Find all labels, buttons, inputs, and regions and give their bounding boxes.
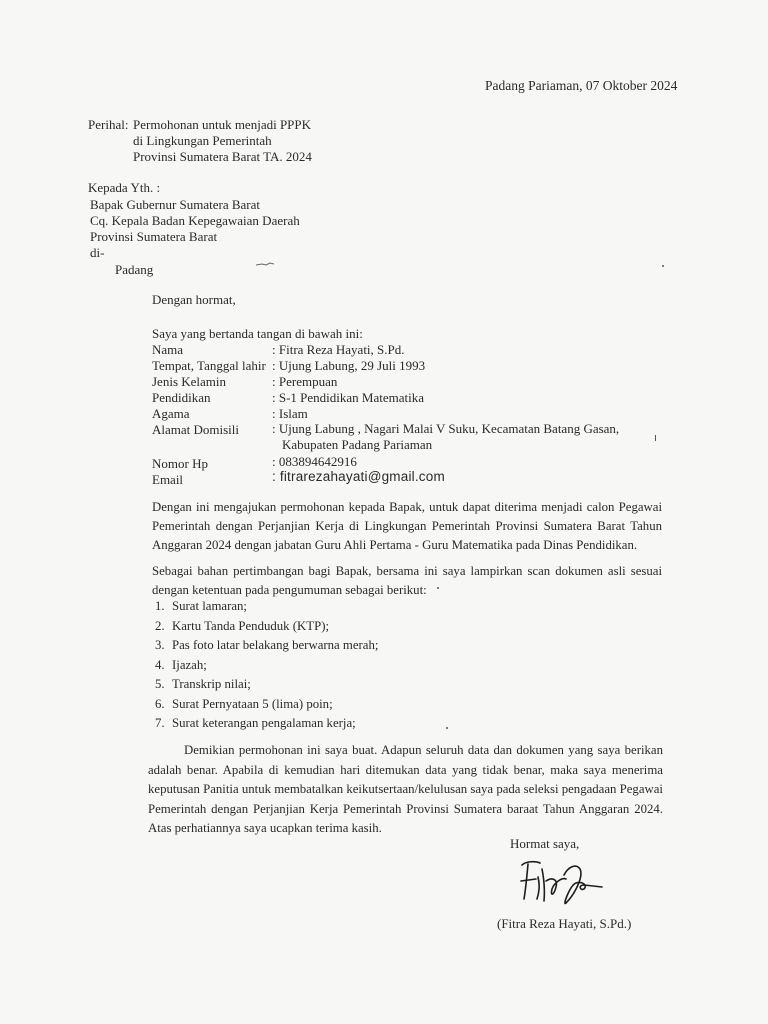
field-value-ttl: : Ujung Labung, 29 Juli 1993 [272,358,426,373]
list-item: 6. Surat Pernyataan 5 (lima) poin; [155,696,333,711]
field-label-phone: Nomor Hp [152,456,208,471]
field-label-email: Email [152,472,184,487]
recipient-line: Provinsi Sumatera Barat [90,229,218,244]
field-value-nama: : Fitra Reza Hayati, S.Pd. [272,342,405,357]
closing-paragraph: Demikian permohonan ini saya buat. Adapun seluruh data dan dokumen yang saya berikan adalah benar. Apabila di kemudian hari ditemukan data yang tidak benar, maka saya menerima keputusan Panitia untuk membatalkan keikutsertaan/kelulusan saya pada seleksi pengadaan Pegawai Pemerintah dengan Perjanjian Kerja Pemerintah Provinsi Sumatera baraat Tahun Anggaran 2024. Atas perhatiannya saya ucapkan terima kasih. [148,743,663,835]
field-label-nama: Nama [152,342,184,357]
field-label-address: Alamat Domisili [152,422,240,437]
perihal-line: Provinsi Sumatera Barat TA. 2024 [133,149,312,164]
field-value-address-cont: Kabupaten Padang Pariaman [282,437,433,452]
scan-speck [662,265,664,267]
sign-off: Hormat saya, [510,836,580,851]
recipient-line: di- [90,245,105,260]
recipient-city: Padang [115,262,154,277]
scan-speck [446,727,448,729]
attachments-intro: Sebagai bahan pertimbangan bagi Bapak, bersama ini saya lampirkan scan dokumen asli sesuai dengan ketentuan pada pengumuman sebagai berikut: [152,564,662,597]
field-label-religion: Agama [152,406,190,421]
perihal-line: di Lingkungan Pemerintah [133,133,272,148]
list-item: 4. Ijazah; [155,657,207,672]
signer-name: (Fitra Reza Hayati, S.Pd.) [497,916,632,931]
greeting: Dengan hormat, [152,292,236,307]
field-value-phone: : 083894642916 [272,454,357,469]
field-value-religion: : Islam [272,406,308,421]
intro-line: Saya yang bertanda tangan di bawah ini: [152,326,363,341]
list-item: 3. Pas foto latar belakang berwarna merah; [155,638,379,652]
field-value-address: : Ujung Labung , Nagari Malai V Suku, Kecamatan Batang Gasan, [272,421,620,436]
ink-scratch [256,262,274,267]
recipient-line: Cq. Kepala Badan Kepegawaian Daerah [90,213,300,228]
list-item: 7. Surat keterangan pengalaman kerja; [155,716,356,730]
field-label-education: Pendidikan [152,390,211,405]
field-value-email: : fitrarezahayati@gmail.com [272,469,445,484]
perihal-line: Permohonan untuk menjadi PPPK [133,117,312,132]
attachment-list [155,597,378,734]
list-item: 2. Kartu Tanda Penduduk (KTP); [155,618,330,633]
handwritten-signature [514,855,604,911]
perihal-label: Perihal: [88,117,129,132]
recipient-heading: Kepada Yth. : [88,180,161,195]
field-value-education: : S-1 Pendidikan Matematika [272,390,425,405]
field-label-ttl: Tempat, Tanggal lahir [152,358,266,373]
recipient-line: Bapak Gubernur Sumatera Barat [90,197,261,212]
field-label-gender: Jenis Kelamin [152,374,227,389]
list-item: 1. Surat lamaran; [155,599,247,613]
field-value-gender: : Perempuan [272,374,338,389]
place-date: Padang Pariaman, 07 Oktober 2024 [485,78,678,93]
list-item: 5. Transkrip nilai; [155,677,251,691]
scan-speck [437,587,439,589]
application-paragraph: Dengan ini mengajukan permohonan kepada Bapak, untuk dapat diterima menjadi calon Pegawai Pemerintah dengan Perjanjian Kerja di Lingkungan Pemerintah Provinsi Sumatera Barat Tahun Anggaran 2024 dengan jabatan Guru Ahli Pertama - Guru Matematika pada Dinas Pendidikan. [152,500,662,552]
scan-speck [655,435,656,441]
